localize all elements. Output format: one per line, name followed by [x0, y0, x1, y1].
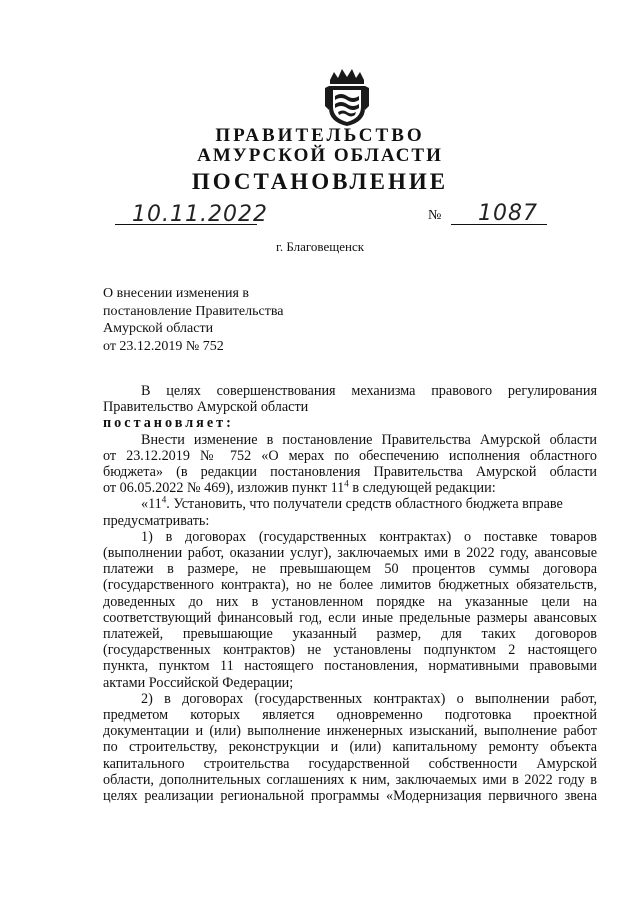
body-text: . Установить, что получатели средств областного бюджета вправе — [166, 496, 563, 513]
superscript: 4 — [161, 494, 167, 505]
body-line: предусматривать: — [103, 512, 210, 529]
subject-line: Амурской области — [103, 321, 214, 336]
body-line: (выполнении работ, оказании услуг), заключаемых ими в 2022 году, авансовые — [103, 545, 597, 562]
body-line: (государственных контрактов) не установлены подпунктом 2 настоящего — [103, 642, 597, 659]
body-line: области, дополнительных соглашениях к ним, заключаемых ими в 2022 году в — [103, 771, 597, 788]
body-text: в следующей редакции: — [348, 480, 496, 497]
body-text: «11 — [141, 496, 162, 513]
body-line: актами Российской Федерации; — [103, 674, 294, 691]
body-line: пункта, пунктом 11 настоящего постановления, нормативными правовыми — [103, 658, 597, 675]
superscript: 4 — [344, 478, 349, 489]
body-line: 1) в договорах (государственных контрактах) о поставке товаров — [141, 528, 597, 545]
body-line: предметом которых является одновременно подготовка проектной — [103, 707, 597, 724]
subject-line: постановление Правительства — [103, 303, 284, 319]
document-body — [103, 383, 597, 804]
document-type-title: ПОСТАНОВЛЕНИЕ — [191, 169, 449, 194]
body-line: капитального строительства государственной собственности Амурской — [103, 755, 597, 772]
document-date: 10.11.2022 — [132, 202, 268, 227]
subject-line: О внесении изменения в — [103, 286, 249, 301]
body-line: Внести изменение в постановление Правительства Амурской области — [141, 431, 597, 448]
body-line: документации и (или) выполнение инженерных изысканий, выполнение работ — [103, 723, 597, 740]
body-line-resolves: постановляет: — [103, 415, 234, 432]
body-line — [103, 480, 597, 496]
body-line: (государственного контракта), но не более лимитов бюджетных обязательств, — [103, 577, 597, 594]
city-name: г. Благовещенск — [275, 239, 365, 254]
coat-of-arms-emblem — [322, 66, 372, 128]
date-underline — [115, 224, 257, 225]
body-line: от 23.12.2019 № 752 «О мерах по обеспечению исполнения областного — [103, 447, 597, 464]
number-underline — [451, 224, 547, 225]
body-line: по строительству, реконструкции и (или) капитальному ремонту объекта — [103, 739, 597, 756]
body-line: целях реализации региональной программы «Модернизация первичного звена — [103, 788, 597, 805]
government-title-line2: АМУРСКОЙ ОБЛАСТИ — [197, 145, 443, 166]
body-line: соответствующий финансовый год, если иные предельные размеры авансовых — [103, 609, 597, 626]
number-sign: № — [428, 208, 442, 223]
body-line: доведенных до них в установленном порядке на указанные цели на — [103, 593, 597, 610]
body-line: бюджета» (в редакции постановления Правительства Амурской области — [103, 464, 597, 481]
document-number: 1087 — [478, 201, 538, 226]
body-line: 2) в договорах (государственных контрактах) о выполнении работ, — [141, 690, 597, 707]
body-line: Правительство Амурской области — [103, 399, 309, 416]
government-title-line1: ПРАВИТЕЛЬСТВО — [215, 125, 425, 146]
body-line: платежи в размере, не превышающем 50 процентов суммы договора — [103, 561, 597, 578]
body-line: платежей, превышающие указанный размер, для таких договоров — [103, 626, 597, 643]
subject-line: от 23.12.2019 № 752 — [103, 338, 224, 354]
document-subject — [103, 285, 283, 355]
body-line — [103, 496, 597, 512]
body-text: от 06.05.2022 № 469), изложив пункт 11 — [103, 480, 345, 497]
body-line: В целях совершенствования механизма правового регулирования — [141, 383, 597, 399]
